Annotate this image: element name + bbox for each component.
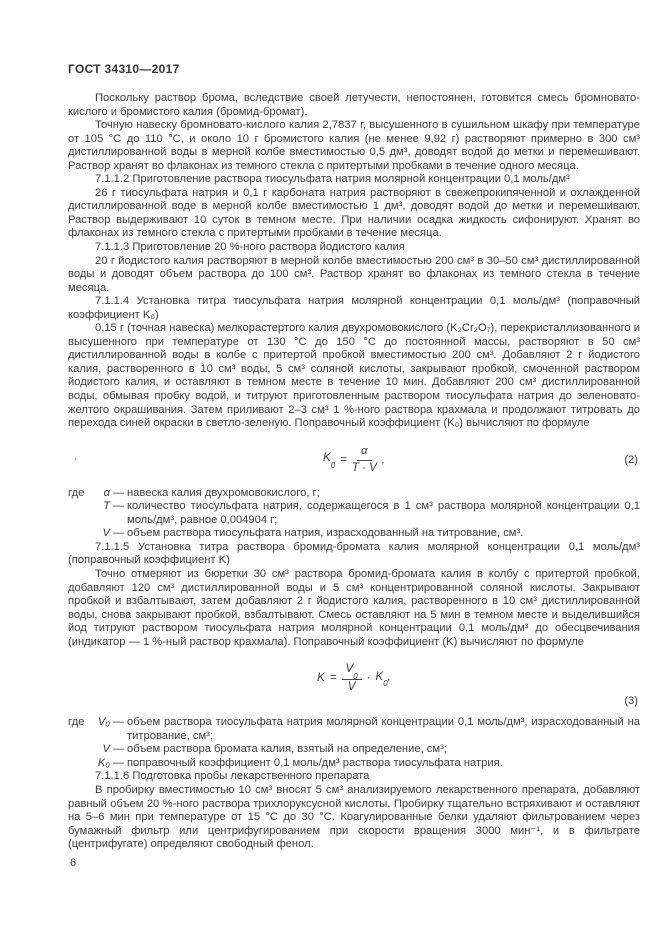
definition-lead: где (68, 486, 85, 499)
section-heading-7-1-1-6: 7.1.1.6 Подготовка пробы лекарственного препарата (95, 770, 370, 783)
section-heading-7-1-1-4: 7.1.1.4 Установка титра тиосульфата натрия молярной концентрации 0,1 моль/дм³ (поправочный коэффициент K₀) (68, 295, 640, 321)
formula-2-numerator: α (357, 445, 372, 461)
definition-list-formula-3 (68, 716, 640, 770)
formula-3-rhs: $K_0$, (375, 670, 391, 689)
formula-3-fraction (342, 663, 362, 695)
definition-term: T (103, 500, 110, 513)
formula-3-lhs: K (317, 672, 325, 685)
formula-3-block (68, 662, 640, 707)
definition-lead: где (68, 716, 85, 729)
formula-2-block (68, 444, 640, 478)
document-title: ГОСТ 34310—2017 (68, 62, 180, 76)
formula-3 (317, 663, 391, 695)
definition-term: K₀ (97, 756, 110, 769)
equation-number-3: (3) (624, 694, 638, 707)
definition-row-alpha (68, 487, 640, 501)
formula-3-equals: = (329, 672, 337, 685)
equation-number-2: (2) (624, 453, 638, 466)
paragraph-titre-setup-k0: 0,15 г (точная навеска) мелкорастертого калия двухромовокислого (K₂Cr₂O₇), перекристаллизованного и высушенного при температуре от 130 °С до 150 °С до постоянной массы, растворяют в 50 см³ дистиллированной воды в колбе с притертой пробкой вместимостью 200 см³. Добавляют 2 г йодистого калия, растворенного в 10 см³ воды, 5 см³ соляной кислоты, закрывают пробкой, смоченной раствором йодистого калия, и оставляют в темном месте в течение 10 мин. Добавляют 200 см³ дистиллированной воды, обмывая пробку водой, и титруют приготовленным раствором тиосульфата натрия до зеленовато-желтого окрашивания. Затем приливают 2–3 см³ 1 %-ного раствора крахмала и продолжают титровать до перехода синей окраски в светло-зеленую. Поправочный коэффициент (K₀) вычисляют по формуле (68, 322, 640, 430)
paragraph-sample-preparation: В пробирку вместимостью 10 см³ вносят 5 см³ анализируемого лекарственного препарата, добавляют равный объем 20 %-ного раствора трихлоруксусной кислоты. Пробирку тщательно встряхивают и оставляют на 5–6 мин при температуре от 15 °С до 30 °С. Коагулированные белки удаляют фильтрованием через бумажный фильтр или центрифугированием при скорости вращения 3000 мин⁻¹, и в фильтрате (центрифугате) определяют свободный фенол. (68, 783, 640, 851)
scan-artifact-mark: , (74, 450, 77, 461)
definition-dash: — (112, 743, 125, 756)
paragraph-thiosulfate-preparation: 26 г тиосульфата натрия и 0,1 г карбоната натрия растворяют в свежепрокипяченной и охлажденной дистиллированной воде в мерной колбе вместимостью 1 дм³, доводят водой до метки и перемешивают. Раствор выдерживают 10 суток в темном месте. При наличии осадка жидкость сифонируют. Хранят во флаконах из темного стекла с притертыми пробками в течение месяца. (68, 186, 640, 240)
definition-list-formula-2 (68, 487, 640, 541)
definition-dash: — (112, 527, 125, 540)
definition-dash: — (112, 500, 125, 513)
paragraph-bromine-intro: Поскольку раствор брома, вследствие своей летучести, непостоянен, готовится смесь бромновато-кислого и бромистого калия (бромид-бромат). (68, 92, 640, 118)
formula-2 (323, 445, 385, 476)
definition-text: навеска калия двухромовокислого, г; (127, 486, 320, 499)
formula-2-equals: = (340, 453, 347, 466)
definition-text: объем раствора тиосульфата натрия, израсходованный на титрование, см³. (127, 527, 524, 540)
formula-2-comma: , (381, 453, 385, 466)
document-body (68, 92, 640, 852)
formula-2-denominator: T · V (351, 462, 377, 475)
paragraph-iodide-preparation: 20 г йодистого калия растворяют в мерной колбе вместимостью 200 см³ в 30–50 см³ дистиллированной воды и доводят объем раствора до 100 см³. Раствор хранят во флаконах из темного стекла в течение месяца. (68, 254, 640, 294)
definition-text: объем раствора тиосульфата натрия молярной концентрации 0,1 моль/дм³, израсходованный на титрование, см³; (127, 716, 640, 742)
definition-dash: — (112, 486, 125, 499)
formula-3-denominator: V (347, 681, 356, 694)
definition-term: V (102, 527, 110, 540)
definition-term: α (103, 486, 110, 499)
formula-2-lhs: $K_0$ (323, 452, 336, 470)
formula-3-dot: · (366, 672, 371, 685)
section-heading-7-1-1-5: 7.1.1.5 Установка титра раствора бромид-бромата калия молярной концентрации 0,1 моль/дм³ (поправочный коэффициент K) (68, 540, 640, 567)
formula-2-fraction (352, 445, 377, 476)
formula-3-numerator: $V_0$ (342, 663, 362, 680)
definition-row-k0 (68, 757, 640, 771)
definition-row-v (68, 527, 640, 541)
definition-dash: — (112, 756, 125, 769)
definition-text: поправочный коэффициент 0,1 моль/дм³ раствора тиосульфата натрия. (127, 756, 503, 769)
definition-row-v (68, 743, 640, 757)
definition-text: объем раствора бромата калия, взятый на определение, см³; (127, 743, 447, 756)
definition-row-v0 (68, 716, 640, 743)
definition-text: количество тиосульфата натрия, содержащегося в 1 см³ раствора молярной концентрации 0,1 моль/дм³, равное 0,004904 г; (127, 500, 640, 526)
paragraph-bromate-weighing: Точную навеску бромновато-кислого калия 2,7837 г, высушенного в сушильном шкафу при температуре от 105 °С до 110 °С, и около 10 г бромистого калия (не менее 9,92 г) растворяют примерно в 300 см³ дистиллированной воды в мерной колбе вместимостью 0,5 дм³, доводят водой до метки и перемешивают. Раствор хранят во флаконах из темного стекла с притертыми пробками в течение одного месяца. (68, 119, 640, 172)
definition-row-t (68, 500, 640, 527)
definition-term: V₀ (97, 716, 110, 729)
section-heading-7-1-1-2: 7.1.1.2 Приготовление раствора тиосульфата натрия молярной концентрации 0,1 моль/дм³ (95, 173, 570, 186)
page-number: 6 (70, 857, 77, 869)
paragraph-titre-setup-k: Точно отмеряют из бюретки 30 см³ раствора бромид-бромата калия в колбу с притертой пробкой, добавляют 120 см³ дистиллированной воды и 5 см³ концентрированной соляной кислоты. Закрывают пробкой и взбалтывают, затем добавляют 2 г йодистого калия, растворенного в 10 см³ дистиллированной воды, снова закрывают пробкой, взбалтывают. Смесь оставляют на 5 мин в темном месте и выделившийся йод титруют раствором тиосульфата натрия молярной концентрации 0,1 моль/дм³ до обесцвечивания (индикатор — 1 %-ный раствор крахмала). Поправочный коэффициент (K) вычисляют по формуле (68, 567, 640, 648)
definition-term: V (102, 743, 110, 756)
section-heading-7-1-1-3: 7.1.1.3 Приготовление 20 %-ного раствора йодистого калия (95, 241, 405, 254)
definition-dash: — (112, 716, 125, 729)
